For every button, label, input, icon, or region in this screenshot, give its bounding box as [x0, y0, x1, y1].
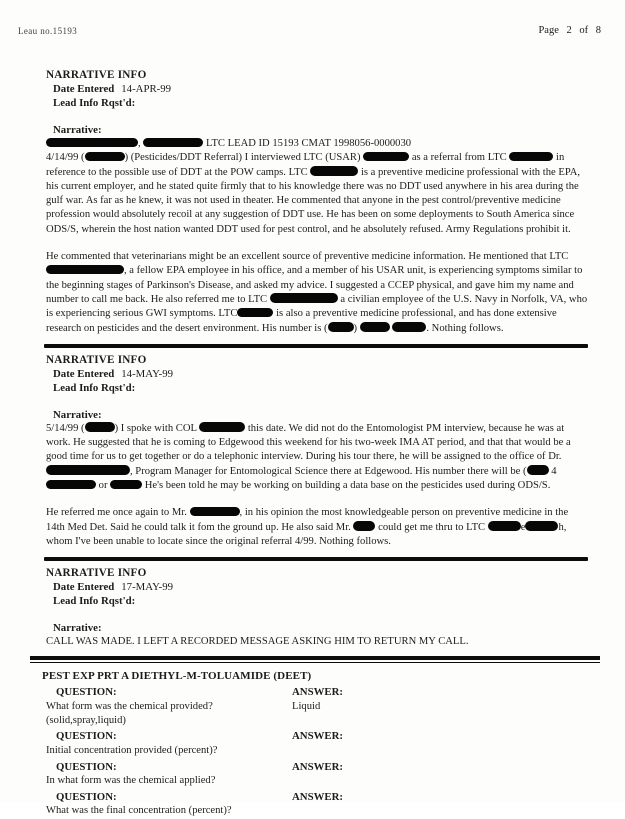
redaction	[527, 465, 549, 475]
narrative-paragraph: 5/14/99 ( ) I spoke with COL this date. We did not do the Entomologist PM interview, because he was at work. He suggested that he is coming to Edgewood this weekend for his two-week IMA AT period, and that that would be a good time for us to get together or do a telephonic interview. During his tour there, he will be assigned to the office of Dr., Program Manager for Entomological Science there at Edgewood. His number there will be ( 4 or He's been told he may be working on building a data base on the pesticides used during ODS/S.	[46, 422, 571, 492]
narrative-label: Narrative:	[53, 124, 102, 136]
redaction	[143, 138, 203, 148]
qa-item	[46, 685, 588, 728]
redaction	[199, 422, 245, 432]
redaction	[46, 465, 130, 475]
redaction	[392, 322, 426, 332]
answer-text: Liquid	[292, 700, 321, 712]
question-label: QUESTION:	[56, 730, 117, 743]
redaction	[525, 521, 558, 531]
redaction	[110, 480, 142, 490]
date-entered-row	[53, 367, 588, 381]
pest-section-title: PEST EXP PRT A DIETHYL-M-TOLUAMIDE (DEET)	[42, 670, 312, 683]
question-text: What was the final concentration (percent)?	[46, 805, 232, 817]
answer-block	[292, 729, 588, 758]
lead-info-label: Lead Info Rqst'd:	[53, 97, 136, 109]
redaction	[46, 138, 138, 148]
question-text: What form was the chemical provided?(solid,spray,liquid)	[46, 700, 213, 727]
redaction	[46, 265, 124, 275]
question-label: QUESTION:	[56, 760, 117, 773]
question-label: QUESTION:	[56, 686, 117, 699]
answer-block	[292, 760, 588, 789]
date-entered-label: Date Entered	[53, 83, 115, 95]
qa-item	[46, 790, 588, 819]
question-text: Initial concentration provided (percent)?	[46, 745, 218, 757]
date-entered-value: 17-MAY-99	[121, 581, 174, 594]
redaction	[46, 480, 96, 490]
redaction	[85, 422, 115, 432]
answer-block	[292, 685, 588, 728]
double-divider	[30, 656, 600, 664]
date-entered-row	[53, 82, 588, 96]
redaction	[85, 152, 125, 162]
lead-info-label: Lead Info Rqst'd:	[53, 381, 136, 394]
question-block	[46, 729, 292, 758]
narrative-paragraph: He commented that veterinarians might be an excellent source of preventive medicine information. He mentioned that LTC, a fellow EPA employee in his office, and a member of his USAR unit, is experiencing symptoms similar to the beginning stages of Parkinson's Disease, and asked my advice. I suggested a CCEP physical, and gave him my name and number to call me back. He also referred me to LTC a civilian employee of the U.S. Navy in Norfolk, VA, who is experiencing serious GWI symptoms. LTC is also a preventive medicine professional, and has done extensive research on pesticides and the desert environment. His number is ( ) . Nothing follows.	[46, 251, 588, 334]
narrative-paragraph: , LTC LEAD ID 15193 CMAT 1998056-0000030	[46, 137, 588, 151]
redaction	[270, 293, 338, 303]
redaction	[310, 166, 358, 176]
lead-number: Leau no.15193	[18, 26, 78, 36]
narrative-section	[46, 353, 588, 549]
answer-block	[292, 790, 588, 819]
answer-label: ANSWER:	[292, 790, 343, 803]
narrative-paragraph: He referred me once again to Mr. , in his opinion the most knowledgeable person on preventive medicine in the 14th Med Det. Said he could talk it fom the ground up. He also said Mr. could get me thru to LTC e h, whom I've been unable to locate since the original referral 4/99. Nothing follows.	[46, 507, 569, 547]
redaction	[363, 152, 409, 162]
section-title: NARRATIVE INFO	[46, 69, 147, 81]
answer-label: ANSWER:	[292, 686, 343, 699]
narrative-section	[46, 566, 588, 649]
narrative-paragraph: 4/14/99 ( ) (Pesticides/DDT Referral) I interviewed LTC (USAR) as a referral from LTC in reference to the possible use of DDT at the POW camps. LTC is a preventive medicine professional with the EPA, his current employer, and he stated quite firmly that to his knowledge there was no DDT used anywhere in his area during the gulf war. As far as he knew, it was not used in theater. He commented that anyone in the pest control/preventive medicine profession would absolutely recoil at any suggestion of DDT use. He has been on some deployments to South America since ODS/S, wherein the host nation wanted DDT used for pest control, and he absolutely refused. Army Regulations prohibit it.	[46, 152, 581, 235]
date-entered-label: Date Entered	[53, 581, 115, 594]
narrative-section	[46, 68, 588, 336]
redaction	[488, 521, 521, 531]
redaction	[353, 521, 375, 531]
redaction	[328, 322, 354, 332]
answer-label: ANSWER:	[292, 730, 343, 743]
qa-list	[46, 685, 588, 819]
section-divider	[44, 557, 588, 561]
question-block	[46, 760, 292, 789]
question-label: QUESTION:	[56, 790, 117, 803]
question-block	[46, 790, 292, 819]
date-entered-row	[53, 580, 588, 594]
section-title: NARRATIVE INFO	[46, 567, 147, 580]
redaction	[360, 322, 390, 332]
answer-label: ANSWER:	[292, 760, 343, 773]
redaction	[509, 152, 553, 162]
section-title: NARRATIVE INFO	[46, 353, 147, 366]
pest-section	[42, 669, 588, 819]
date-entered-value: 14-MAY-99	[121, 367, 174, 380]
date-entered-label: Date Entered	[53, 367, 115, 380]
narrative-label: Narrative:	[53, 622, 102, 635]
narrative-paragraph: CALL WAS MADE. I LEFT A RECORDED MESSAGE ASKING HIM TO RETURN MY CALL.	[46, 636, 469, 648]
question-block	[46, 685, 292, 728]
page-number: Page 2 of 8	[538, 25, 601, 36]
narrative-sections	[46, 68, 588, 650]
section-divider	[44, 344, 588, 348]
redaction	[237, 308, 273, 318]
qa-item	[46, 760, 588, 789]
redaction	[190, 507, 240, 517]
question-text: In what form was the chemical applied?	[46, 775, 216, 787]
date-entered-value: 14-APR-99	[121, 83, 172, 95]
qa-item	[46, 729, 588, 758]
narrative-label: Narrative:	[53, 408, 102, 421]
lead-info-label: Lead Info Rqst'd:	[53, 595, 136, 608]
